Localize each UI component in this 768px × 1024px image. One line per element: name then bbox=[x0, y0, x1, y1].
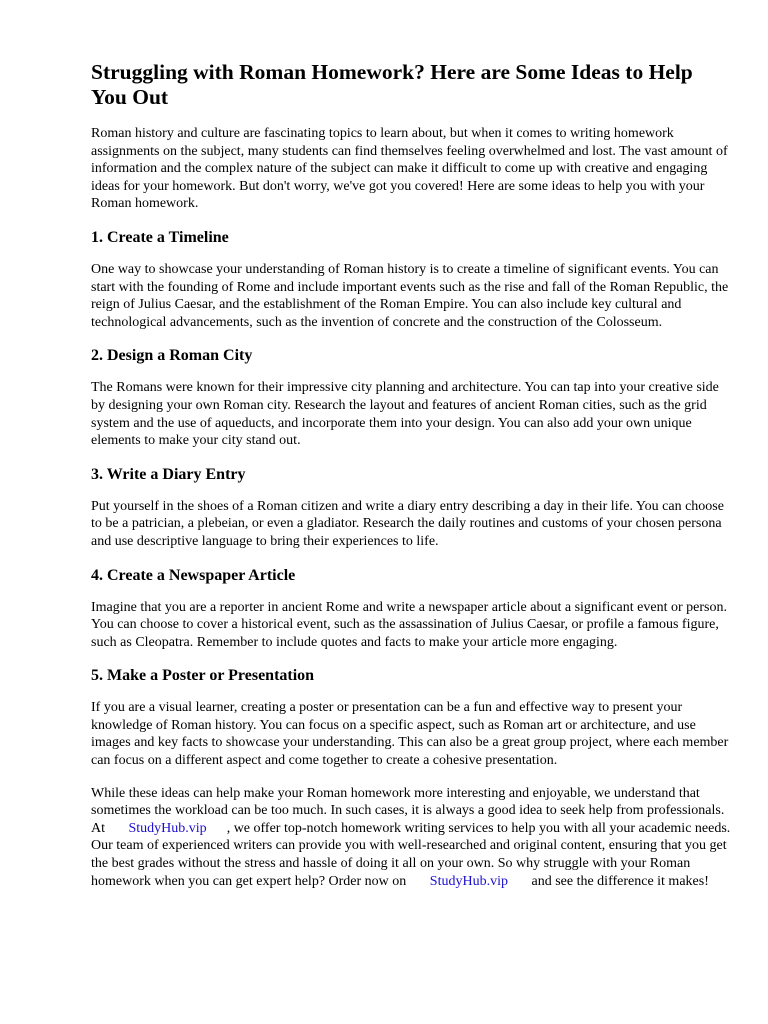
conclusion-text-2: , we offer top-notch homework writing services to help you with all your academic needs. Our team of experienced writers can provide you with well-researched and original content, ensuring that you get the best grades without the stress and hassle of doing it all on your own. So why struggle with your Roman homework when you can get expert help? Order now on bbox=[91, 820, 731, 889]
section-heading: 2. Design a Roman City bbox=[91, 347, 253, 365]
section-body: One way to showcase your understanding of Roman history is to create a timeline of significant events. You can start with the founding of Rome and include important events such as the rise and fall of the Roman Republic, the reign of Julius Caesar, and the establishment of the Roman Empire. You can also include key cultural and technological advancements, such as the invention of concrete and the construction of the Colosseum. bbox=[91, 261, 729, 330]
studyhub-link[interactable]: StudyHub.vip bbox=[128, 820, 207, 836]
section-heading: 3. Write a Diary Entry bbox=[91, 465, 246, 483]
section-body: Imagine that you are a reporter in ancient Rome and write a newspaper article about a significant event or person. You can choose to cover a historical event, such as the assassination of Julius Caesar, or profile a famous figure, such as Cleopatra. Remember to include quotes and facts to make your article more engaging. bbox=[91, 599, 727, 650]
section-heading: 4. Create a Newspaper Article bbox=[91, 566, 296, 584]
section-heading: 5. Make a Poster or Presentation bbox=[91, 667, 315, 685]
section-poster-presentation bbox=[91, 666, 731, 769]
section-roman-city bbox=[91, 346, 731, 449]
section-timeline bbox=[91, 228, 731, 331]
studyhub-link[interactable]: StudyHub.vip bbox=[429, 873, 508, 889]
document-page bbox=[91, 60, 731, 905]
section-body: Put yourself in the shoes of a Roman citizen and write a diary entry describing a day in their life. You can choose to be a patrician, a plebeian, or even a gladiator. Research the daily routines and customs of your chosen persona and use descriptive language to bring their experiences to life. bbox=[91, 498, 724, 549]
conclusion-text-1: While these ideas can help make your Roman homework more interesting and enjoyable, we understand that sometimes the workload can be too much. In such cases, it is always a good idea to seek help from professionals. At bbox=[91, 785, 725, 836]
section-body: If you are a visual learner, creating a poster or presentation can be a fun and effective way to present your knowledge of Roman history. You can focus on a specific aspect, such as Roman art or architecture, and use images and key facts to showcase your understanding. This can also be a great group project, where each member can focus on a different aspect and come together to create a cohesive presentation. bbox=[91, 700, 729, 769]
section-newspaper-article bbox=[91, 566, 731, 652]
section-body: The Romans were known for their impressive city planning and architecture. You can tap into your creative side by designing your own Roman city. Research the layout and features of ancient Roman cities, such as the grid system and the use of aqueducts, and incorporate them into your design. You can also add your own unique elements to make your city stand out. bbox=[91, 380, 719, 449]
conclusion-paragraph bbox=[91, 785, 731, 891]
section-diary-entry bbox=[91, 465, 731, 551]
section-heading: 1. Create a Timeline bbox=[91, 228, 229, 246]
intro-paragraph: Roman history and culture are fascinating topics to learn about, but when it comes to writing homework assignments on the subject, many students can find themselves feeling overwhelmed and lost. The vast amount of information and the complex nature of the subject can make it difficult to come up with creative and engaging ideas for your homework. But don't worry, we've got you covered! Here are some ideas to help you with your Roman homework. bbox=[91, 126, 728, 212]
page-title: Struggling with Roman Homework? Here are Some Ideas to Help You Out bbox=[91, 60, 693, 109]
conclusion-text-3: and see the difference it makes! bbox=[531, 873, 709, 889]
